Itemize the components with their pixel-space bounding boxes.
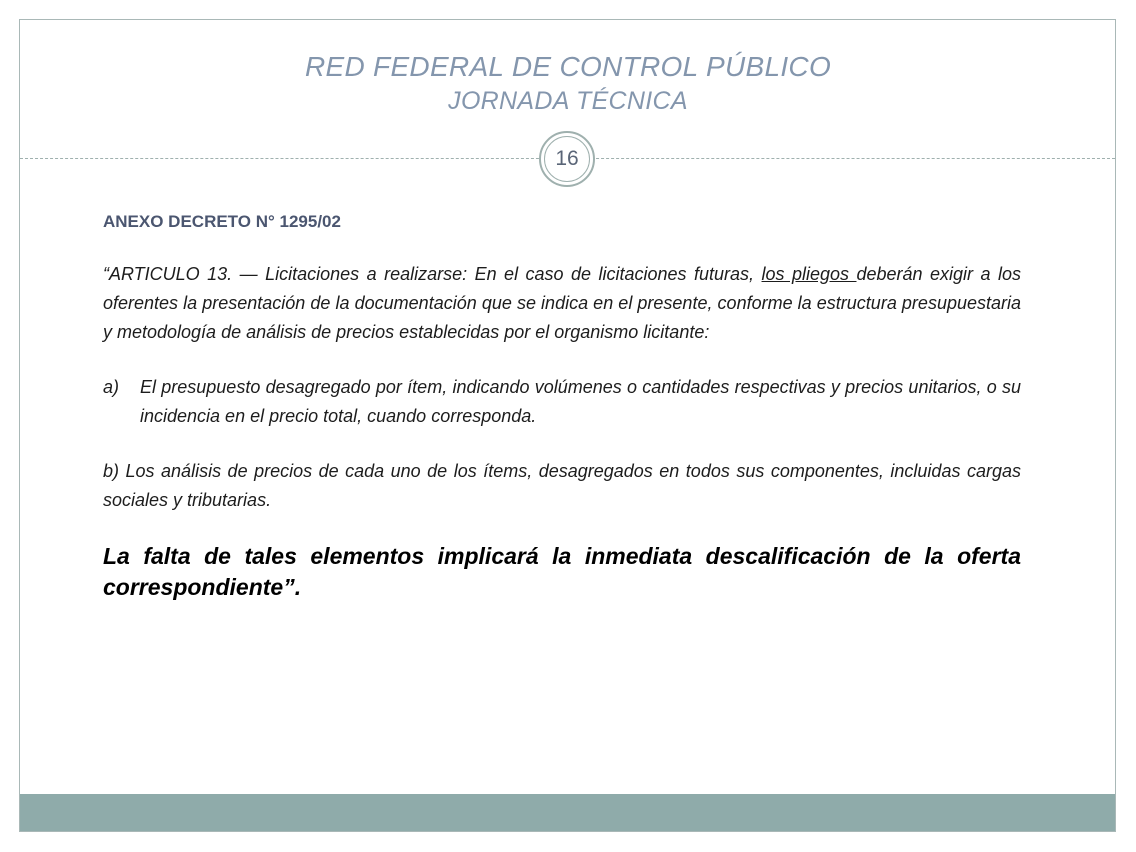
conclusion-text: La falta de tales elementos implicará la inmediata descalificación de la oferta correspondiente”. (103, 543, 1021, 600)
article-lead: “ARTICULO 13. — Licitaciones a realizarse: En el caso de licitaciones futuras, (103, 264, 762, 284)
list-marker: a) (103, 377, 120, 397)
page-number-badge (539, 131, 595, 187)
slide-content (103, 210, 1021, 603)
annex-heading: ANEXO DECRETO N° 1295/02 (103, 212, 341, 231)
list-item-b (103, 457, 1021, 515)
list-item-a (103, 373, 1021, 431)
list-text: Los análisis de precios de cada uno de los ítems, desagregados en todos sus componentes, incluidas cargas sociales y tributarias. (103, 461, 1021, 510)
article-rest: deberán exigir a los oferentes la presentación de la documentación que se indica en el presente, conforme la estructura presupuestaria y metodología de análisis de precios establecidas por el organismo licitante: (103, 264, 1021, 342)
header-title: RED FEDERAL DE CONTROL PÚBLICO (304, 51, 832, 82)
page-number: 16 (544, 136, 590, 182)
list-text: El presupuesto desagregado por ítem, indicando volúmenes o cantidades respectivas y precios unitarios, o su incidencia en el precio total, cuando corresponda. (140, 377, 1021, 426)
list-marker: b) (103, 461, 120, 481)
article-paragraph (103, 260, 1021, 347)
footer-bar (20, 794, 1115, 831)
article-underlined: los pliegos (761, 264, 857, 284)
header-subtitle: JORNADA TÉCNICA (448, 87, 688, 115)
